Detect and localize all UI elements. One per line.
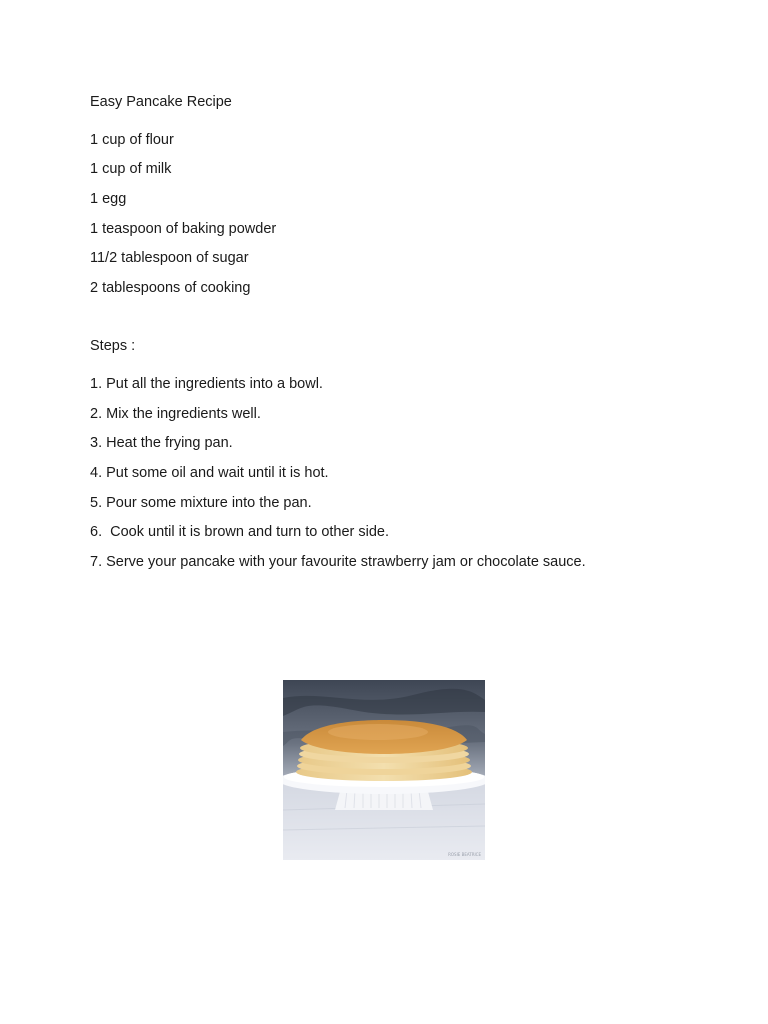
ingredient-item: 11/2 tablespoon of sugar xyxy=(90,250,249,266)
step-item: 1. Put all the ingredients into a bowl. xyxy=(90,376,323,392)
ingredient-item: 1 cup of flour xyxy=(90,132,174,148)
ingredient-item: 1 egg xyxy=(90,191,127,207)
step-item: 5. Pour some mixture into the pan. xyxy=(90,495,312,511)
ingredient-item: 1 cup of milk xyxy=(90,161,172,177)
step-item: 6. Cook until it is brown and turn to other side. xyxy=(90,524,390,540)
pancake-photo xyxy=(283,680,485,860)
recipe-title: Easy Pancake Recipe xyxy=(90,94,232,110)
step-item: 2. Mix the ingredients well. xyxy=(90,406,261,422)
ingredient-item: 1 teaspoon of baking powder xyxy=(90,221,277,237)
photo-watermark: ROSIE BEATRICE xyxy=(448,852,481,857)
step-item: 4. Put some oil and wait until it is hot. xyxy=(90,465,329,481)
step-item: 7. Serve your pancake with your favourite strawberry jam or chocolate sauce. xyxy=(90,554,586,570)
step-item: 3. Heat the frying pan. xyxy=(90,435,233,451)
steps-heading: Steps : xyxy=(90,338,136,354)
ingredient-item: 2 tablespoons of cooking xyxy=(90,280,251,296)
